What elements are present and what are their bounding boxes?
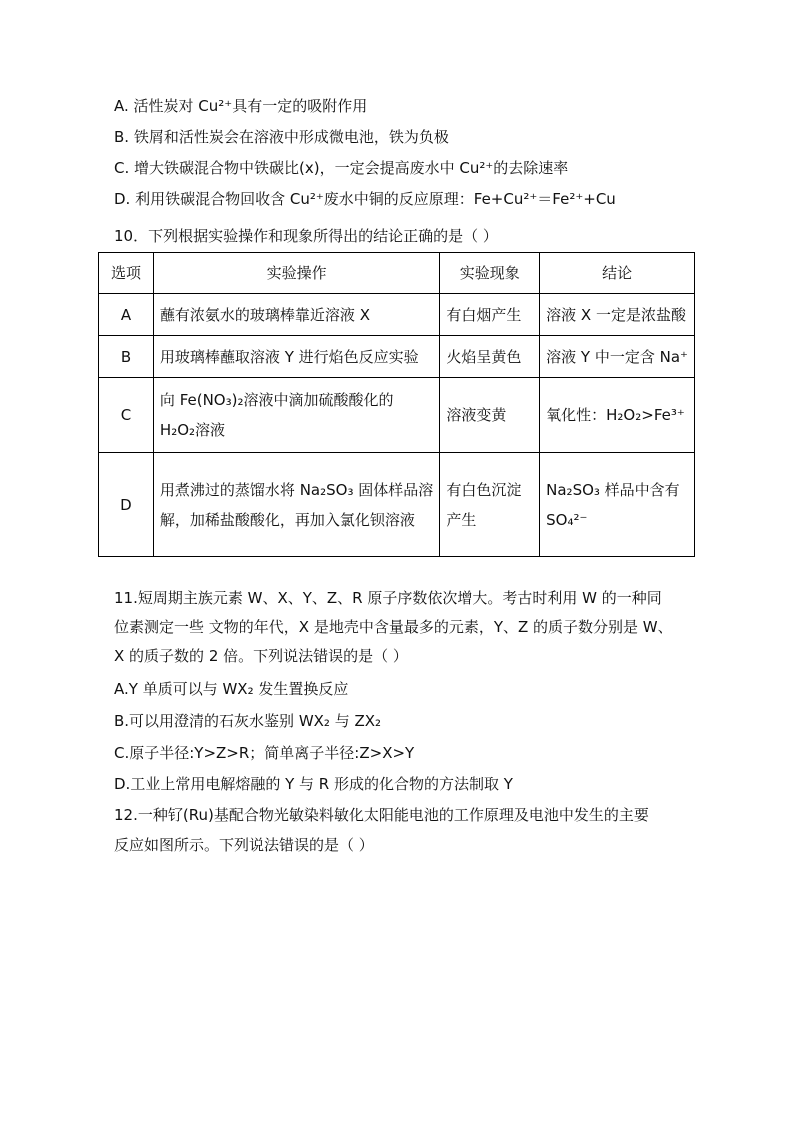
row-operation: 向 Fe(NO₃)₂溶液中滴加硫酸酸化的 H₂O₂溶液 xyxy=(153,378,439,453)
table-row xyxy=(99,336,695,378)
row-operation: 用煮沸过的蒸馏水将 Na₂SO₃ 固体样品溶解，加稀盐酸酸化，再加入氯化钡溶液 xyxy=(153,453,439,557)
row-option: A xyxy=(99,294,154,336)
table-row xyxy=(99,294,695,336)
q11-stem-line-3: X 的质子数的 2 倍。下列说法错误的是（ ） xyxy=(114,647,408,665)
q11-option-a: A.Y 单质可以与 WX₂ 发生置换反应 xyxy=(114,680,349,698)
row-option: D xyxy=(99,453,154,557)
row-conclusion: 溶液 X 一定是浓盐酸 xyxy=(540,294,695,336)
table-row xyxy=(99,453,695,557)
header-operation: 实验操作 xyxy=(153,253,439,294)
experiment-table xyxy=(98,252,695,557)
row-conclusion: 溶液 Y 中一定含 Na⁺ xyxy=(540,336,695,378)
q11-option-d: D.工业上常用电解熔融的 Y 与 R 形成的化合物的方法制取 Y xyxy=(114,775,513,793)
q9-option-a: A. 活性炭对 Cu²⁺具有一定的吸附作用 xyxy=(114,97,368,115)
header-phenomenon: 实验现象 xyxy=(440,253,540,294)
q9-option-c: C. 增大铁碳混合物中铁碳比(x)，一定会提高废水中 Cu²⁺的去除速率 xyxy=(114,159,569,177)
q11-option-b: B.可以用澄清的石灰水鉴别 WX₂ 与 ZX₂ xyxy=(114,712,382,730)
row-phenomenon: 溶液变黄 xyxy=(440,378,540,453)
table-row xyxy=(99,378,695,453)
header-option: 选项 xyxy=(99,253,154,294)
q11-stem-line-1: 11.短周期主族元素 W、X、Y、Z、R 原子序数依次增大。考古时利用 W 的一种同 xyxy=(114,589,662,607)
row-phenomenon: 有白烟产生 xyxy=(440,294,540,336)
q10-stem: 10．下列根据实验操作和现象所得出的结论正确的是（ ） xyxy=(114,227,498,245)
q12-stem-line-1: 12.一种钌(Ru)基配合物光敏染料敏化太阳能电池的工作原理及电池中发生的主要 xyxy=(114,806,649,824)
row-phenomenon: 火焰呈黄色 xyxy=(440,336,540,378)
q9-option-d: D. 利用铁碳混合物回收含 Cu²⁺废水中铜的反应原理：Fe+Cu²⁺＝Fe²⁺+Cu xyxy=(114,190,616,208)
row-phenomenon: 有白色沉淀产生 xyxy=(440,453,540,557)
q11-option-c: C.原子半径:Y>Z>R；简单离子半径:Z>X>Y xyxy=(114,744,415,762)
q11-stem-line-2: 位素测定一些 文物的年代，X 是地壳中含量最多的元素，Y、Z 的质子数分别是 W、 xyxy=(114,618,673,636)
row-conclusion: Na₂SO₃ 样品中含有 SO₄²⁻ xyxy=(540,453,695,557)
q12-stem-line-2: 反应如图所示。下列说法错误的是（ ） xyxy=(114,836,374,854)
header-conclusion: 结论 xyxy=(540,253,695,294)
q9-option-b: B. 铁屑和活性炭会在溶液中形成微电池，铁为负极 xyxy=(114,128,449,146)
row-option: C xyxy=(99,378,154,453)
table-header-row xyxy=(99,253,695,294)
row-option: B xyxy=(99,336,154,378)
row-operation: 用玻璃棒蘸取溶液 Y 进行焰色反应实验 xyxy=(153,336,439,378)
row-conclusion: 氧化性：H₂O₂>Fe³⁺ xyxy=(540,378,695,453)
row-operation: 蘸有浓氨水的玻璃棒靠近溶液 X xyxy=(153,294,439,336)
